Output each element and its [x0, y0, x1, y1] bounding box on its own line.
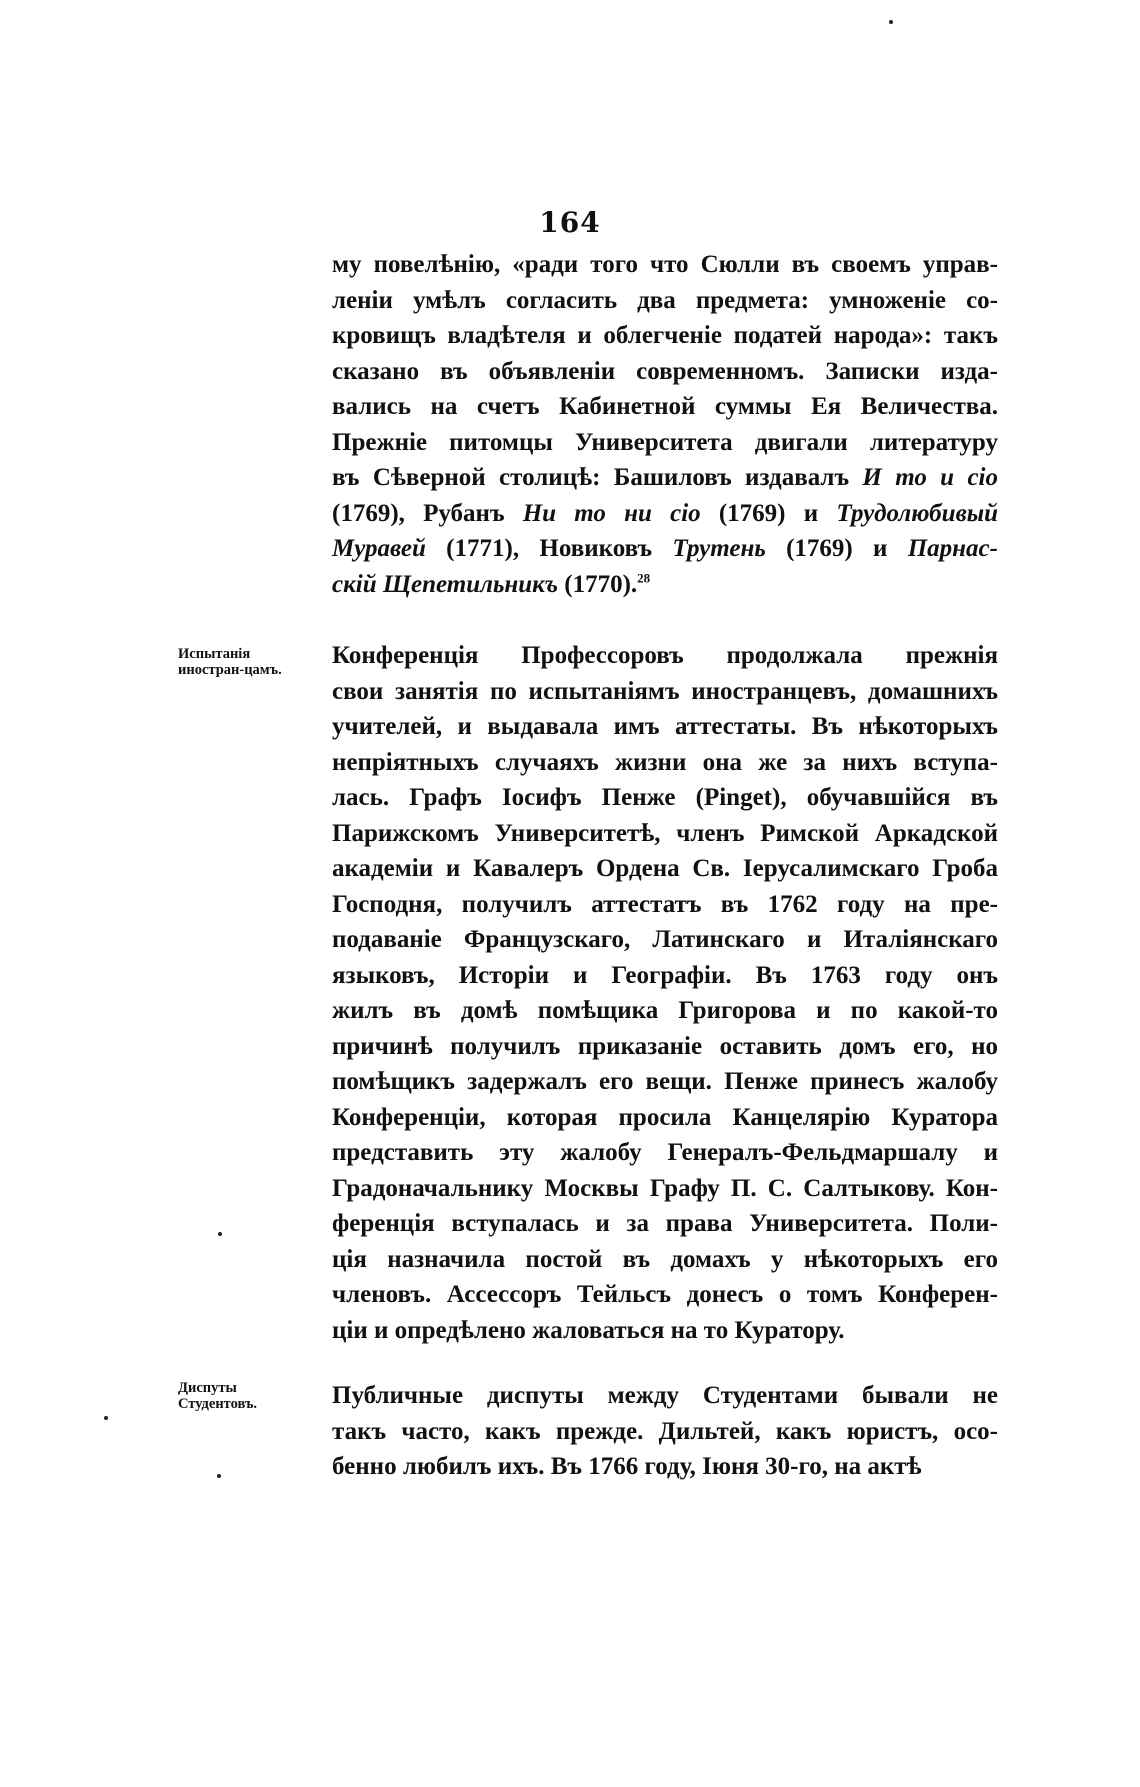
text-run: ція назначила постой въ домахъ у нѣкоторыхъ его	[332, 1245, 998, 1273]
text-run: (1771), Новиковъ	[425, 535, 673, 562]
text-line	[332, 531, 998, 567]
text-line	[332, 1100, 998, 1136]
text-run: лась. Графъ Іосифъ Пенже (Pinget), обучавшійся въ	[332, 784, 998, 811]
text-run: свои занятія по испытаніямъ иностранцевъ, домашнихъ	[332, 677, 998, 705]
text-line	[332, 1029, 998, 1065]
italic-title: скій Щепетильникъ	[332, 570, 559, 598]
text-line	[332, 460, 998, 496]
text-run: такъ часто, какъ прежде. Дильтей, какъ юристъ, осо-	[332, 1417, 998, 1445]
text-line	[332, 745, 998, 781]
text-run: помѣщикъ задержалъ его вещи. Пенже принесъ жалобу	[332, 1068, 998, 1095]
footnote-marker: 28	[637, 570, 651, 586]
text-line	[332, 247, 998, 283]
text-run: причинѣ получилъ приказаніе оставить домъ его, но	[332, 1032, 998, 1060]
text-line	[332, 354, 998, 390]
page-number: 164	[539, 206, 601, 239]
text-run: ціи и опредѣлено жаловаться на то Куратору.	[332, 1316, 845, 1344]
text-run: леніи умѣлъ согласить два предмета: умноженіе со-	[332, 286, 998, 314]
text-line	[332, 567, 998, 603]
italic-title: Парнас-	[907, 535, 998, 562]
paragraph-2	[332, 638, 998, 1348]
text-line	[332, 1449, 998, 1485]
text-run: членовъ. Ассессоръ Тейльсъ донесъ о томъ Конферен-	[332, 1281, 998, 1308]
text-run: академіи и Кавалеръ Ордена Св. Іерусалимскаго Гроба	[332, 855, 998, 882]
text-run: вались на счетъ Кабинетной суммы Ея Величества.	[332, 393, 998, 420]
sidenote-disputes: Диспуты Студентовъ.	[178, 1380, 258, 1412]
text-run: жилъ въ домѣ помѣщика Григорова и по какой-то	[332, 997, 998, 1024]
text-line	[332, 425, 998, 461]
text-run: Публичные диспуты между Студентами бывали не	[332, 1382, 998, 1409]
text-run: Конференція Профессоровъ продолжала прежнія	[332, 642, 998, 669]
text-line	[332, 993, 998, 1029]
text-line	[332, 1171, 998, 1207]
text-line	[332, 674, 998, 710]
text-line	[332, 1313, 998, 1349]
italic-title: Трутень	[672, 535, 766, 562]
text-line	[332, 709, 998, 745]
text-run: Прежніе питомцы Университета двигали литературу	[332, 428, 998, 456]
text-run: кровищъ владѣтеля и облегченіе податей народа»: такъ	[332, 322, 998, 349]
text-run: непріятныхъ случаяхъ жизни она же за нихъ вступа-	[332, 748, 998, 776]
text-run: сказано въ объявленіи современномъ. Записки изда-	[332, 357, 998, 385]
text-line	[332, 851, 998, 887]
text-run: Господня, получилъ аттестатъ въ 1762 году на пре-	[332, 890, 998, 918]
text-run: Парижскомъ Университетѣ, членъ Римской Аркадской	[332, 819, 998, 847]
speck-mark	[104, 1416, 108, 1420]
text-run: въ Сѣверной столицѣ: Башиловъ издавалъ	[332, 464, 863, 491]
text-line	[332, 496, 998, 532]
text-run: Конференціи, которая просила Канцелярію Куратора	[332, 1103, 998, 1131]
text-run: (1769) и	[700, 499, 837, 527]
text-line	[332, 283, 998, 319]
italic-title: Ни то ни сіо	[522, 499, 701, 527]
text-run: (1770).	[558, 570, 638, 598]
sidenote-examinations: Испытанія иностран-цамъ.	[178, 646, 282, 678]
paragraph-3	[332, 1378, 998, 1485]
text-line	[332, 1378, 998, 1414]
text-run: (1769) и	[765, 535, 908, 562]
text-run: языковъ, Исторіи и Географіи. Въ 1763 году онъ	[332, 961, 998, 989]
text-run: му повелѣнію, «ради того что Сюлли въ своемъ управ-	[332, 251, 998, 278]
text-line	[332, 638, 998, 674]
speck-mark	[217, 1474, 221, 1478]
italic-title: Муравей	[332, 535, 426, 562]
text-run: подаваніе Французскаго, Латинскаго и Италіянскаго	[332, 926, 998, 953]
text-line	[332, 1206, 998, 1242]
text-line	[332, 318, 998, 354]
text-line	[332, 1064, 998, 1100]
text-run: учителей, и выдавала имъ аттестаты. Въ нѣкоторыхъ	[332, 713, 998, 740]
text-line	[332, 887, 998, 923]
paragraph-1	[332, 247, 998, 602]
text-line	[332, 922, 998, 958]
text-line	[332, 1242, 998, 1278]
text-run: представить эту жалобу Генералъ-Фельдмаршалу и	[332, 1139, 998, 1166]
text-run: бенно любилъ ихъ. Въ 1766 году, Іюня 30-го, на актѣ	[332, 1453, 922, 1480]
text-line	[332, 780, 998, 816]
text-line	[332, 816, 998, 852]
speck-mark	[218, 1232, 222, 1236]
text-run: ференція вступалась и за права Университета. Поли-	[332, 1210, 998, 1237]
italic-title: Трудолюбивый	[836, 499, 998, 527]
text-run: Градоначальнику Москвы Графу П. С. Салтыкову. Кон-	[332, 1174, 998, 1202]
text-line	[332, 1414, 998, 1450]
text-line	[332, 958, 998, 994]
text-line	[332, 1277, 998, 1313]
text-line	[332, 1135, 998, 1171]
text-run: (1769), Рубанъ	[332, 499, 523, 527]
text-line	[332, 389, 998, 425]
speck-mark	[889, 20, 893, 24]
italic-title: И то и сіо	[862, 464, 998, 491]
